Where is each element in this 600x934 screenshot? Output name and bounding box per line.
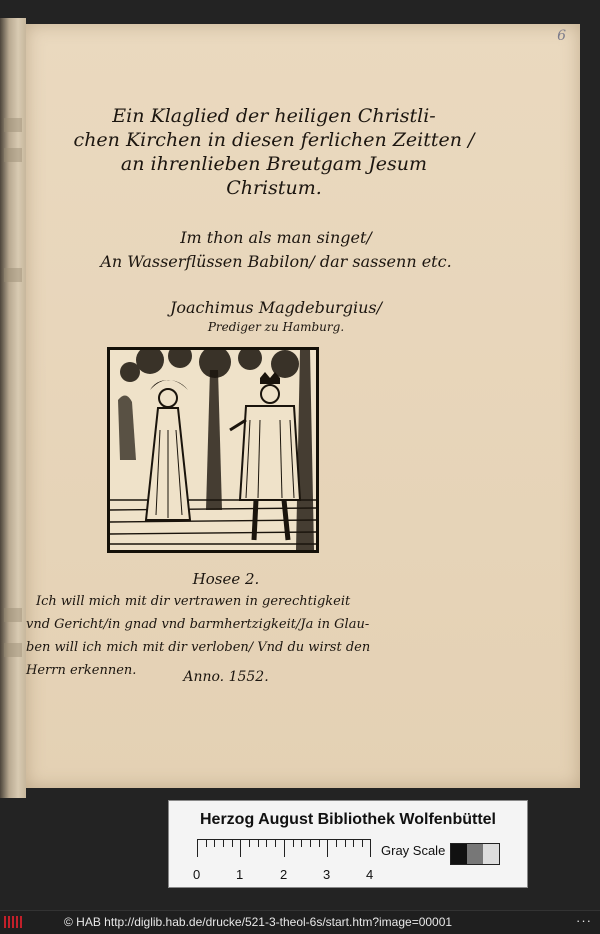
woodcut-drawing (110, 350, 316, 550)
title-line: chen Kirchen in diesen ferlichen Zeitten / (73, 129, 475, 151)
gray-scale-label: Gray Scale (381, 843, 446, 858)
gray-swatch-dark (451, 844, 467, 864)
melody-note (86, 226, 466, 274)
ruler-label: 2 (280, 867, 288, 882)
title-line: Christum. (226, 177, 322, 199)
ruler-label: 3 (323, 867, 331, 882)
title-line: an ihrenlieben Breutgam Jesum (120, 153, 428, 175)
page-title (64, 104, 484, 200)
verse-line: ben will ich mich mit dir verloben/ Vnd du wirst den (26, 640, 371, 655)
verse-line: vnd Gericht/in gnad vnd barmhertzigkeit/Ja in Glau- (26, 617, 370, 632)
ruler-label: 1 (236, 867, 244, 882)
author-block (86, 297, 466, 335)
gray-scale-swatches (450, 843, 500, 865)
hab-logo-icon (4, 916, 22, 928)
imprint-year: Anno. 1552. (183, 669, 269, 685)
library-name: Herzog August Bibliothek Wolfenbüttel (200, 811, 496, 828)
ruler-label: 0 (193, 867, 201, 882)
subtitle-line: Im thon als man singet/ (180, 228, 372, 247)
ruler-labels (193, 867, 383, 881)
copyright-url-link[interactable]: © HAB http://diglib.hab.de/drucke/521-3-theol-6s/start.htm?image=00001 (64, 915, 453, 929)
more-options-icon[interactable]: ··· (576, 913, 592, 928)
scripture-reference: Hosee 2. (192, 570, 260, 588)
viewer-footer (0, 910, 600, 934)
gray-swatch-light (483, 844, 499, 864)
title-line: Ein Klaglied der heiligen Christli- (112, 105, 436, 127)
previous-page-edge (0, 18, 26, 798)
scale-ruler (197, 839, 371, 861)
gray-swatch-mid (467, 844, 483, 864)
subtitle-line: An Wasserflüssen Babilon/ dar sassenn etc. (100, 252, 452, 271)
book-page (26, 24, 580, 788)
folio-number: 6 (557, 28, 566, 44)
ruler-label: 4 (366, 867, 374, 882)
verse-line: Herrn erkennen. (26, 663, 137, 678)
verse-line: Ich will mich mit dir vertrawen in gerechtigkeit (36, 594, 351, 609)
author-title: Prediger zu Hamburg. (207, 320, 345, 334)
author-name: Joachimus Magdeburgius/ (169, 298, 383, 317)
woodcut-illustration (107, 347, 319, 553)
library-color-card (168, 800, 528, 888)
